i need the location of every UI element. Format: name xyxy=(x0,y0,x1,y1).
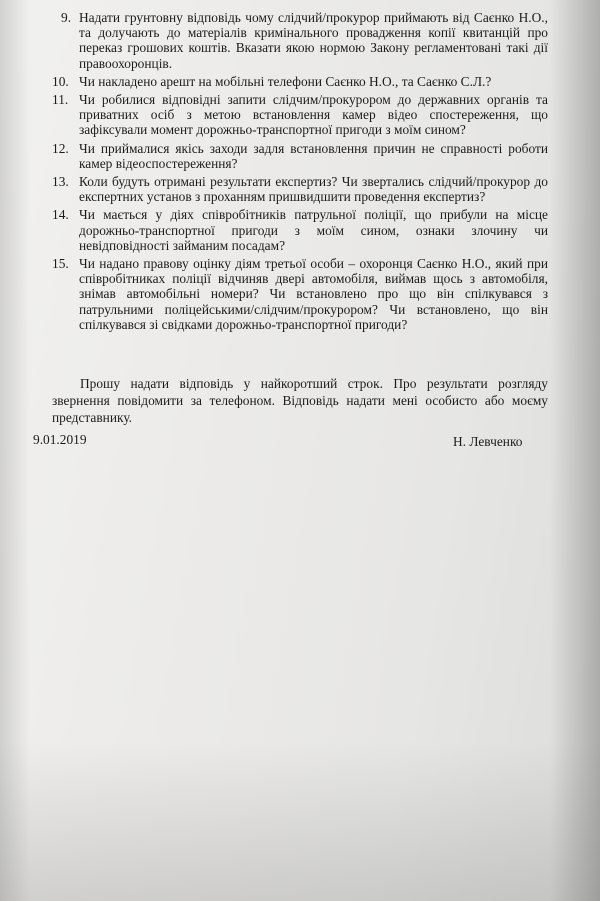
list-item xyxy=(52,74,548,89)
item-text: Чи мається у діях співробітників патрульної поліції, що прибули на місце дорожньо-транспортної пригоди з моїм сином, ознаки злочину чи невідповідності займаним посадам? xyxy=(79,207,548,253)
list-item xyxy=(52,141,548,171)
item-number: 9. xyxy=(61,10,72,25)
list-item xyxy=(52,207,548,253)
document-date: 9.01.2019 xyxy=(33,432,87,447)
page-shadow-left xyxy=(0,0,30,901)
item-number: 14. xyxy=(52,207,69,223)
questions-list xyxy=(52,10,548,335)
item-number: 11. xyxy=(52,92,69,108)
item-text: Чи робилися відповідні запити слідчим/прокурором до державних органів та приватних осіб з метою встановлення камер відео спостереження, що зафіксували момент дорожньо-транспортної пригоди з моїм сином? xyxy=(79,92,548,138)
item-text: Чи надано правову оцінку діям третьої особи – охоронця Саєнко Н.О., який при співробітниках поліції відчиняв двері автомобіля, виймав щось з автомобіля, знімав автомобільні номери? Чи встановлено про що він спілкувався з патрульними поліцейськими/слідчим/прокурором? Чи встановлено, що він спілкувався зі свідками дорожньо-транспортної пригоди? xyxy=(79,256,548,332)
item-number: 15. xyxy=(52,256,69,272)
list-item xyxy=(52,10,548,71)
page-shadow-bottom xyxy=(0,741,600,901)
item-text: Надати грунтовну відповідь чому слідчий/прокурор приймають від Саєнко Н.О., та долучають до матеріалів кримінального провадження копії квитанцій про переказ грошових коштів. Вказати якою нормою Закону регламентовані такі дії правоохоронців. xyxy=(79,10,548,71)
item-text: Чи накладено арешт на мобільні телефони Саєнко Н.О., та Саєнко С.Л.? xyxy=(79,73,492,89)
page-shadow-right xyxy=(550,0,600,901)
item-text: Чи приймалися якісь заходи задля встановлення причин не справності роботи камер відеоспостереження? xyxy=(79,140,548,171)
signature-name: Н. Левченко xyxy=(453,434,523,449)
list-item xyxy=(52,256,548,332)
item-number: 12. xyxy=(52,140,69,156)
list-item xyxy=(52,92,548,138)
item-text: Коли будуть отримані результати експертиз? Чи звертались слідчий/прокурор до експертних установ з проханням пришвидшити проведення експертиз? xyxy=(79,174,548,205)
item-number: 10. xyxy=(52,73,69,89)
closing-request: Прошу надати відповідь у найкоротший строк. Про результати розгляду звернення повідомити за телефоном. Відповідь надати мені особисто або моєму представнику. xyxy=(52,376,548,425)
item-number: 13. xyxy=(52,174,69,190)
list-item xyxy=(52,174,548,204)
